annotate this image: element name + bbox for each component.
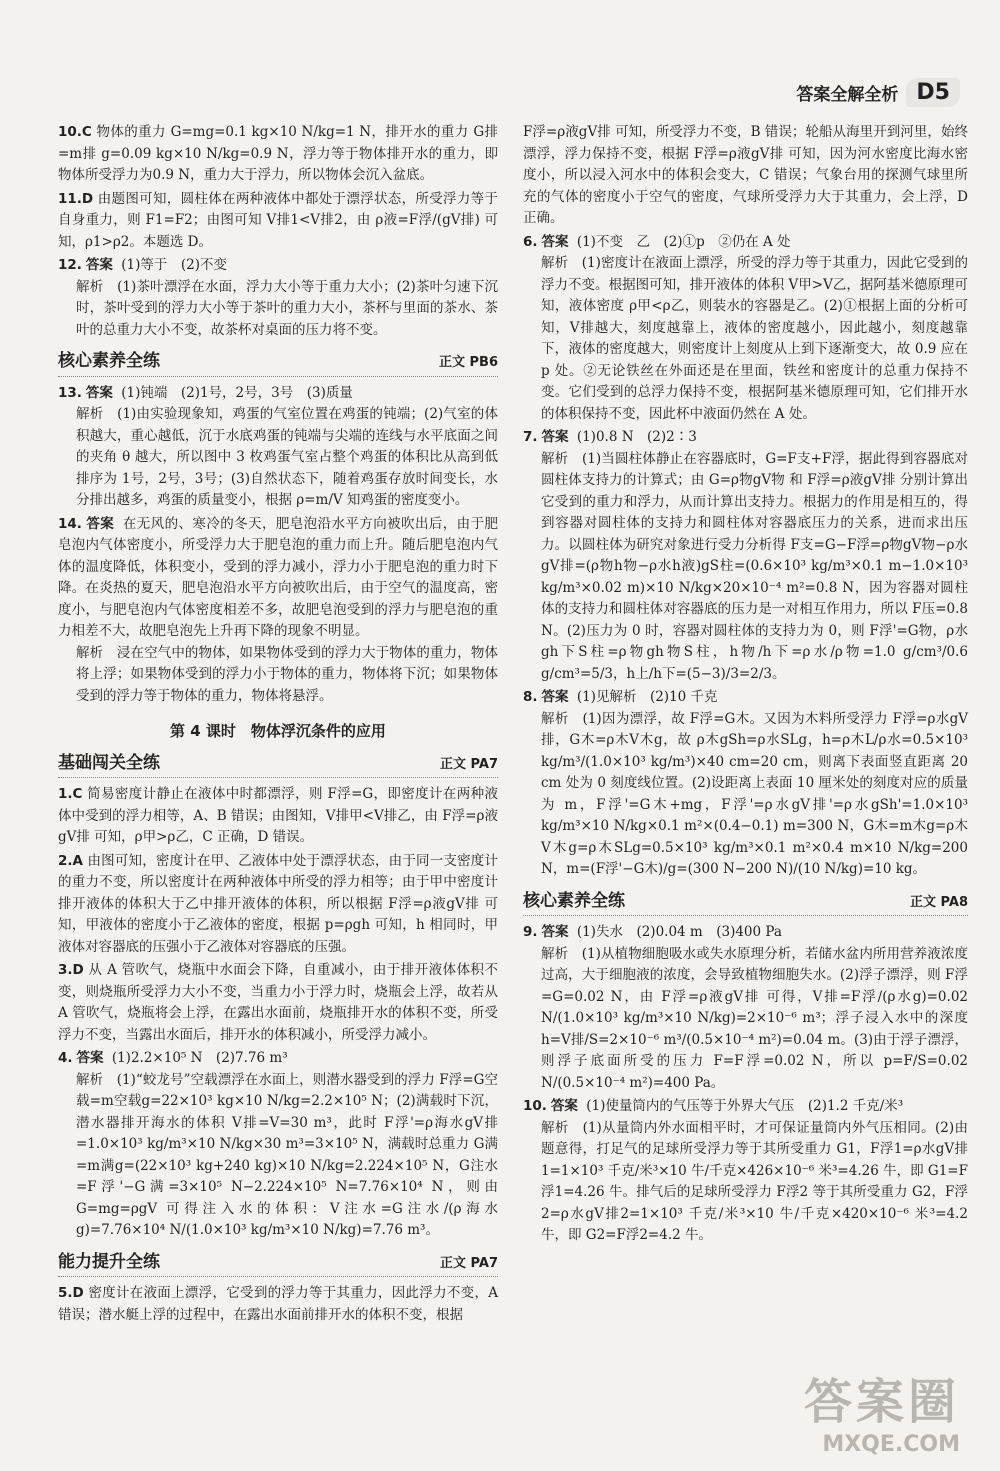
analysis-text: 解析 (1)密度计在液面上漂浮，所受的浮力等于其重力，因此它受到的浮力不变。根据图可知，排开液体的体积 V甲>V乙，据阿基米德原理可知，液体密度 ρ甲<ρ乙，则装水的容器是乙。(2)①根据上面的分析可知，V排越大，刻度越靠上，液体的密度越小，因此越小，刻度越靠下，液体的密度越大，则密度计上刻度从上到下逐渐变大，故 0.9 应在 p 处。②无论铁丝在外面还是在里面，铁丝和密度计的总重力保持不变。它们受到的总浮力保持不变，根据阿基米德原理可知，它们排开水的体积保持不变，因此杯中液面仍然在 A 处。 <box>541 255 968 422</box>
answer-item: 12. 答案 (1)等于 (2)不变 解析 (1)茶叶漂浮在水面，浮力大小等于重力大小；(2)茶叶匀速下沉时，茶叶受到的浮力大小等于茶叶的重力大小，茶杯与里面的茶水、茶叶的总重力大小不变，故茶杯对桌面的压力将不变。 <box>58 255 498 341</box>
analysis-text: 解析 (1)因为漂浮，故 F浮=G木。又因为木料所受浮力 F浮=ρ水gV排，G木=ρ木V木g，故 ρ木gSh=ρ水SLg，h=ρ木L/ρ水=0.5×10³ kg/m³/(1.0×10³ kg/m³)×40 cm=20 cm，则离下表面竖直距离 20 cm 处为 0 刻度线位置。(2)设距离上表面 10 厘米处的刻度对应的质量为 m，F浮'=G木+mg，F浮'=ρ水gV排'=ρ水gSh'=1.0×10³ kg/m³×10 N/kg×0.1 m²×(0.4−0.1) m=300 N，G木=m木g=ρ木V木g=ρ木SLg=0.5×10³ kg/m³×0.1 m²×0.4 m×10 N/kg=200 N，m=(F浮'−G木)/g=(300 N−200 N)/(10 N/kg)=10 kg。 <box>541 710 968 877</box>
page-header <box>796 78 960 107</box>
answer-item: 10.C 物体的重力 G=mg=0.1 kg×10 N/kg=1 N，排开水的重力 G排=m排 g=0.09 kg×10 N/kg=0.9 N，浮力等于物体排开水的重力，即物体所受浮力为0.9 N，重力大于浮力，所以物体会沉入盆底。 <box>58 124 498 183</box>
analysis-text: 解析 (1)从植物细胞吸水或失水原理分析，若储水盆内所用营养液浓度过高，大于细胞液的浓度，会导致植物细胞失水。(2)浮子漂浮，则 F浮=G=0.02 N，由 F浮=ρ液gV排 可得，V排=F浮/(ρ水g)=0.02 N/(1.0×10³ kg/m³×10 N/kg)=2×10⁻⁶ m³；浮子浸入水中的深度 h=V排/S=2×10⁻⁶ m³/(0.5×10⁻⁴ m²)=0.04 m。(3)由于浮子漂浮，则浮子底面所受的压力 F=F浮=0.02 N，所以 p=F/S=0.02 N/(0.5×10⁻⁴ m²)=400 Pa。 <box>541 945 968 1091</box>
lesson-title: 第 4 课时 物体浮沉条件的应用 <box>170 722 386 740</box>
section-heading: 核心素养全练 正文 PA8 <box>523 891 968 917</box>
answer-item: 9. 答案 (1)失水 (2)0.04 m (3)400 Pa 解析 (1)从植物细胞吸水或失水原理分析，若储水盆内所用营养液浓度过高，大于细胞液的浓度，会导致植物细胞失水。(2)浮子漂浮，则 F浮=G=0.02 N，由 F浮=ρ液gV排 可得，V排=F浮/(ρ水g)=0.02 N/(1.0×10³ kg/m³×10 N/kg)=2×10⁻⁶ m³；浮子浸入水中的深度 h=V排/S=2×10⁻⁶ m³/(0.5×10⁻⁴ m²)=0.04 m。(3)由于浮子漂浮，则浮子底面所受的压力 F=F浮=0.02 N，所以 p=F/S=0.02 N/(0.5×10⁻⁴ m²)=400 Pa。 <box>523 922 968 1094</box>
header-title: 答案全解全析 <box>796 85 899 105</box>
answer-item: 14. 答案 在无风的、寒冷的冬天，肥皂泡沿水平方向被吹出后，由于肥皂泡内气体密度小，所受浮力大于肥皂泡的重力而上升。随后肥皂泡内气体的温度降低，体积变小，受到的浮力减小，浮力小于肥皂泡的重力时下降。在炎热的夏天，肥皂泡沿水平方向被吹出后，由于空气的温度高，密度小，与肥皂泡内气体密度相差不多，故肥皂泡受到的浮力与肥皂泡的重力相差不大，故肥皂泡先上升再下降的现象不明显。 解析 浸在空气中的物体，如果物体受到的浮力大于物体的重力，物体将上浮；如果物体受到的浮力小于物体的重力，物体将下沉；如果物体受到的浮力等于物体的重力，物体将悬浮。 <box>58 514 498 708</box>
answer-item: 13. 答案 (1)钝端 (2)1号，2号，3号 (3)质量 解析 (1)由实验现象知，鸡蛋的气室位置在鸡蛋的钝端；(2)气室的体积越大，重心越低，沉于水底鸡蛋的钝端与尖端的连线与水平底面之间的夹角 θ 越大，所以图中 3 枚鸡蛋气室占整个鸡蛋的体积比从高到低排序为 1号，2号，3号；(3)自然状态下，随着鸡蛋存放时间变长，水分排出越多，鸡蛋的质量变小，根据 ρ=m/V 知鸡蛋的密度变小。 <box>58 383 498 512</box>
section-heading: 核心素养全练 正文 PB6 <box>58 351 498 377</box>
answer-item: 8. 答案 (1)见解析 (2)10 千克 解析 (1)因为漂浮，故 F浮=G木。又因为木料所受浮力 F浮=ρ水gV排，G木=ρ木V木g，故 ρ木gSh=ρ水SLg，h=ρ木L/ρ水=0.5×10³ kg/m³/(1.0×10³ kg/m³)×40 cm=20 cm，则离下表面竖直距离 20 cm 处为 0 刻度线位置。(2)设距离上表面 10 厘米处的刻度对应的质量为 m，F浮'=G木+mg，F浮'=ρ水gV排'=ρ水gSh'=1.0×10³ kg/m³×10 N/kg×0.1 m²×(0.4−0.1) m=300 N，G木=m木g=ρ木V木g=ρ木SLg=0.5×10³ kg/m³×0.1 m²×0.4 m×10 N/kg=200 N，m=(F浮'−G木)/g=(300 N−200 N)/(10 N/kg)=10 kg。 <box>523 687 968 881</box>
answer-item: 1.C 简易密度计静止在液体中时都漂浮，则 F浮=G，即密度计在两种液体中受到的浮力相等，A、B 错误；由图知，V排甲<V排乙，由 F浮=ρ液gV排 可知，ρ甲>ρ乙，C 正确，D 错误。 <box>58 786 498 845</box>
analysis-text: 解析 浸在空气中的物体，如果物体受到的浮力大于物体的重力，物体将上浮；如果物体受到的浮力小于物体的重力，物体将下沉；如果物体受到的浮力等于物体的重力，物体将悬浮。 <box>76 644 498 704</box>
answer-item: 7. 答案 (1)0.8 N (2)2∶3 解析 (1)当圆柱体静止在容器底时，G=F支+F浮，据此得到容器底对圆柱体支持力的计算式；由 G=ρ物gV物 和 F浮=ρ液gV排 分别计算出它受到的重力和浮力，从而计算出支持力。根据力的作用是相互的，得到容器对圆柱体的支持力和圆柱体对容器底压力的关系，进而求出压力。以圆柱体为研究对象进行受力分析得 F支=G−F浮=ρ物gV物−ρ水gV排=(ρ物h物−ρ水h液)gS柱=(0.6×10³ kg/m³×0.1 m−1.0×10³ kg/m³×0.02 m)×10 N/kg×20×10⁻⁴ m²=0.8 N，因为容器对圆柱体的支持力和圆柱体对容器底的压力是一对相互作用力，所以 F压=0.8 N。(2)压力为 0 时，容器对圆柱体的支持力为 0，则 F浮'=G物，ρ水gh下S柱=ρ物gh物S柱，h物/h下=ρ水/ρ物=1.0 g/cm³/0.6 g/cm³=5/3，h上/h下=(5−3)/3=2/3。 <box>523 427 968 685</box>
answer-item: 2.A 由图可知，密度计在甲、乙液体中处于漂浮状态，由于同一支密度计的重力不变，所以密度计在两种液体中所受的浮力相等；由于甲中密度计排开液体的体积大于乙中排开液体的体积，所以根据 F浮=ρ液gV排 可知，甲液体的密度小于乙液体的密度，根据 p=ρgh 可知，h 相同时，甲液体对容器底的压强小于乙液体对容器底的压强。 <box>58 852 498 955</box>
watermark-logo: 答案圈 MXQE.COM <box>803 1374 960 1457</box>
analysis-text: 解析 (1)茶叶漂浮在水面，浮力大小等于重力大小；(2)茶叶匀速下沉时，茶叶受到的浮力大小等于茶叶的重力大小，茶杯与里面的茶水、茶叶的总重力大小不变，故茶杯对桌面的压力将不变。 <box>76 278 498 338</box>
answer-item: 3.D 从 A 管吹气，烧瓶中水面会下降，自重减小，由于排开液体体积不变，则烧瓶所受浮力大小不变，当重力小于浮力时，烧瓶会上浮，故若从 A 管吹气，烧瓶将会上浮，在露出水面前，烧瓶排开水的体积不变，所受浮力不变，当露出水面后，排开水的体积减小，所受浮力减小。 <box>58 962 498 1043</box>
section-heading: 基础闯关全练 正文 PA7 <box>58 753 498 779</box>
left-column <box>58 122 498 1328</box>
answer-item: F浮=ρ液gV排 可知，所受浮力不变，B 错误；轮船从海里开到河里，始终漂浮，浮力保持不变，根据 F浮=ρ液gV排 可知，因为河水密度比海水密度小，所以浸入河水中的体积会变大，C 错误；气象台用的探测气球里所充的气体的密度小于空气的密度，气球所受浮力大于其重力，会上浮，D 正确。 <box>523 124 968 226</box>
answer-item: 10. 答案 (1)使量筒内的气压等于外界大气压 (2)1.2 千克/米³ 解析 (1)从量筒内外水面相平时，才可保证量筒内外气压相同。(2)由题意得，打足气的足球所受浮力等于其所受重力 G1，F浮1=ρ水gV排1=1×10³ 千克/米³×10 牛/千克×426×10⁻⁶ 米³=4.26 牛，即 G1=F浮1=4.26 牛。排气后的足球所受浮力 F浮2 等于其所受重力 G2，F浮2=ρ水gV排2=1×10³ 千克/米³×10 牛/千克×420×10⁻⁶ 米³=4.2 牛，即 G2=F浮2=4.2 牛。 <box>523 1096 968 1247</box>
right-column <box>523 122 968 1249</box>
answer-item: 6. 答案 (1)不变 乙 (2)①p ②仍在 A 处 解析 (1)密度计在液面上漂浮，所受的浮力等于其重力，因此它受到的浮力不变。根据图可知，排开液体的体积 V甲>V乙，据阿基米德原理可知，液体密度 ρ甲<ρ乙，则装水的容器是乙。(2)①根据上面的分析可知，V排越大，刻度越靠上，液体的密度越小，因此越小，刻度越靠下，液体的密度越大，则密度计上刻度从上到下逐渐变大，故 0.9 应在 p 处。②无论铁丝在外面还是在里面，铁丝和密度计的总重力保持不变。它们受到的总浮力保持不变，根据阿基米德原理可知，它们排开水的体积保持不变，因此杯中液面仍然在 A 处。 <box>523 232 968 426</box>
analysis-text: 解析 (1)从量筒内外水面相平时，才可保证量筒内外气压相同。(2)由题意得，打足气的足球所受浮力等于其所受重力 G1，F浮1=ρ水gV排1=1×10³ 千克/米³×10 牛/千克×426×10⁻⁶ 米³=4.26 牛，即 G1=F浮1=4.26 牛。排气后的足球所受浮力 F浮2 等于其所受重力 G2，F浮2=ρ水gV排2=1×10³ 千克/米³×10 牛/千克×420×10⁻⁶ 米³=4.2 牛，即 G2=F浮2=4.2 牛。 <box>541 1119 968 1243</box>
analysis-text: 解析 (1)“蛟龙号”空载漂浮在水面上，则潜水器受到的浮力 F浮=G空载=m空载g=22×10³ kg×10 N/kg=2.2×10⁵ N；(2)满载时下沉，潜水器排开海水的体积 V排=V=30 m³，此时 F浮'=ρ海水gV排=1.0×10³ kg/m³×10 N/kg×30 m³=3×10⁵ N，满载时总重力 G满=m满g=(22×10³ kg+240 kg)×10 N/kg=2.224×10⁵ N，G注水=F浮'−G满=3×10⁵ N−2.224×10⁵ N=7.76×10⁴ N，则由 G=mg=ρgV 可得注入水的体积：V注水=G注水/(ρ海水g)=7.76×10⁴ N/(1.0×10³ kg/m³×10 N/kg)=7.76 m³。 <box>76 1071 498 1238</box>
page-number-badge: D5 <box>906 78 960 107</box>
analysis-text: 解析 (1)由实验现象知，鸡蛋的气室位置在鸡蛋的钝端；(2)气室的体积越大，重心越低，沉于水底鸡蛋的钝端与尖端的连线与水平底面之间的夹角 θ 越大，所以图中 3 枚鸡蛋气室占整个鸡蛋的体积比从高到低排序为 1号，2号，3号；(3)自然状态下，随着鸡蛋存放时间变长，水分排出越多，鸡蛋的质量变小，根据 ρ=m/V 知鸡蛋的密度变小。 <box>76 406 498 508</box>
section-heading: 能力提升全练 正文 PA7 <box>58 1252 498 1278</box>
answer-item: 5.D 密度计在液面上漂浮，它受到的浮力等于其重力，因此浮力不变，A 错误；潜水艇上浮的过程中，在露出水面前排开水的体积不变，根据 <box>58 1285 499 1323</box>
answer-item: 4. 答案 (1)2.2×10⁵ N (2)7.76 m³ 解析 (1)“蛟龙号”空载漂浮在水面上，则潜水器受到的浮力 F浮=G空载=m空载g=22×10³ kg×10 N/kg=2.2×10⁵ N；(2)满载时下沉，潜水器排开海水的体积 V排=V=30 m³，此时 F浮'=ρ海水gV排=1.0×10³ kg/m³×10 N/kg×30 m³=3×10⁵ N，满载时总重力 G满=m满g=(22×10³ kg+240 kg)×10 N/kg=2.224×10⁵ N，G注水=F浮'−G满=3×10⁵ N−2.224×10⁵ N=7.76×10⁴ N，则由 G=mg=ρgV 可得注入水的体积：V注水=G注水/(ρ海水g)=7.76×10⁴ N/(1.0×10³ kg/m³×10 N/kg)=7.76 m³。 <box>58 1048 498 1242</box>
analysis-text: 解析 (1)当圆柱体静止在容器底时，G=F支+F浮，据此得到容器底对圆柱体支持力的计算式；由 G=ρ物gV物 和 F浮=ρ液gV排 分别计算出它受到的重力和浮力，从而计算出支持力。根据力的作用是相互的，得到容器对圆柱体的支持力和圆柱体对容器底压力的关系，进而求出压力。以圆柱体为研究对象进行受力分析得 F支=G−F浮=ρ物gV物−ρ水gV排=(ρ物h物−ρ水h液)gS柱=(0.6×10³ kg/m³×0.1 m−1.0×10³ kg/m³×0.02 m)×10 N/kg×20×10⁻⁴ m²=0.8 N，因为容器对圆柱体的支持力和圆柱体对容器底的压力是一对相互作用力，所以 F压=0.8 N。(2)压力为 0 时，容器对圆柱体的支持力为 0，则 F浮'=G物，ρ水gh下S柱=ρ物gh物S柱，h物/h下=ρ水/ρ物=1.0 g/cm³/0.6 g/cm³=5/3，h上/h下=(5−3)/3=2/3。 <box>541 450 968 682</box>
answer-item: 11.D 由题图可知，圆柱体在两种液体中都处于漂浮状态，所受浮力等于自身重力，则 F1=F2；由图可知 V排1<V排2，由 ρ液=F浮/(gV排) 可知，ρ1>ρ2。本题选 D。 <box>58 190 498 250</box>
